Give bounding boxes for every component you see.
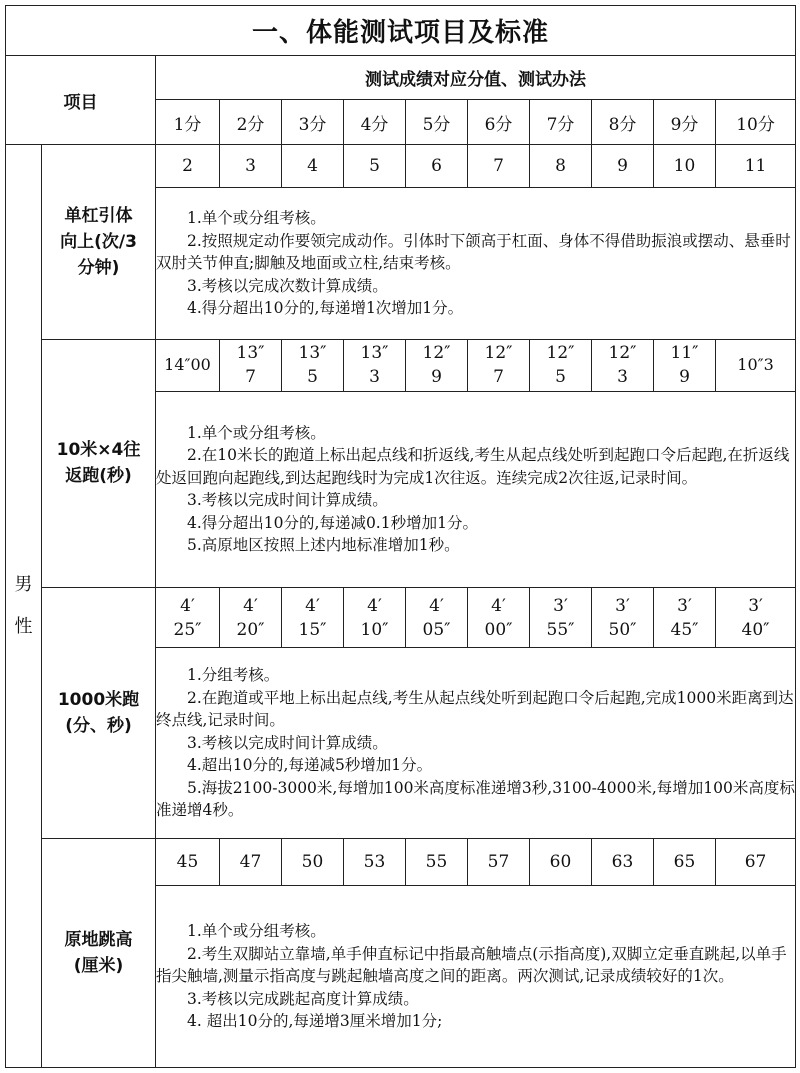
value-cell: 3′ 50″: [592, 588, 654, 648]
value-cell: 14″00: [156, 339, 220, 391]
method-line: 3.考核以完成时间计算成绩。: [187, 491, 388, 510]
value-cell: 65: [654, 838, 716, 885]
value-cell: 12″ 3: [592, 339, 654, 391]
method-line: 1.单个或分组考核。: [187, 209, 326, 228]
method-line: 3.考核以完成时间计算成绩。: [187, 733, 388, 752]
method-line: 4.得分超出10分的,每递减0.1秒增加1分。: [187, 513, 478, 532]
value-cell: 13″ 3: [344, 339, 406, 391]
value-cell: 7: [468, 145, 530, 188]
value-cell: 3: [220, 145, 282, 188]
value-cell: 11″ 9: [654, 339, 716, 391]
value-cell: 12″ 5: [530, 339, 592, 391]
value-cell: 6: [406, 145, 468, 188]
value-cell: 8: [530, 145, 592, 188]
item-name-pullup: 单杠引体 向上(次/3 分钟): [42, 145, 156, 339]
value-cell: 4′ 10″: [344, 588, 406, 648]
method-line: 3.考核以完成跳起高度计算成绩。: [187, 989, 419, 1008]
item-values-row-shuttle: [6, 339, 796, 391]
value-cell: 55: [406, 838, 468, 885]
item-values-row-1000m: [6, 588, 796, 648]
value-cell: 9: [592, 145, 654, 188]
method-line: 2.考生双脚站立靠墙,单手伸直标记中指最高触墙点(示指高度),双脚立定垂直跳起,以单手指尖触墙,测量示指高度与跳起触墙高度之间的距离。两次测试,记录成绩较好的1次。: [156, 944, 787, 986]
method-line: 2.在跑道或平地上标出起点线,考生从起点线处听到起跑口令后起跑,完成1000米距离到达终点线,记录时间。: [156, 688, 794, 730]
method-text-pullup: [156, 188, 796, 339]
method-line: 3.考核以完成次数计算成绩。: [187, 276, 388, 295]
score-header-cell: 7分: [530, 100, 592, 145]
score-header-cell: 1分: [156, 100, 220, 145]
score-header-cell: 6分: [468, 100, 530, 145]
method-line: 1.分组考核。: [187, 666, 280, 685]
value-cell: 3′ 40″: [716, 588, 796, 648]
value-cell: 12″ 7: [468, 339, 530, 391]
value-cell: 3′ 45″: [654, 588, 716, 648]
score-header-cell: 10分: [716, 100, 796, 145]
method-line: 1.单个或分组考核。: [187, 922, 326, 941]
item-name-shuttle: 10米×4往 返跑(秒): [42, 339, 156, 587]
score-header-cell: 9分: [654, 100, 716, 145]
value-cell: 4′ 00″: [468, 588, 530, 648]
method-text-1000m: [156, 648, 796, 838]
method-header: 测试成绩对应分值、测试办法: [156, 56, 796, 100]
value-cell: 5: [344, 145, 406, 188]
score-header-cell: 5分: [406, 100, 468, 145]
value-cell: 47: [220, 838, 282, 885]
value-cell: 4′ 20″: [220, 588, 282, 648]
method-line: 5.高原地区按照上述内地标准增加1秒。: [187, 536, 460, 555]
item-header: 项目: [6, 56, 156, 145]
gender-cell-male: 男 性: [6, 145, 42, 1068]
value-cell: 12″ 9: [406, 339, 468, 391]
value-cell: 10: [654, 145, 716, 188]
value-cell: 4′ 25″: [156, 588, 220, 648]
score-header-cell: 8分: [592, 100, 654, 145]
value-cell: 53: [344, 838, 406, 885]
value-cell: 57: [468, 838, 530, 885]
value-cell: 67: [716, 838, 796, 885]
value-cell: 63: [592, 838, 654, 885]
value-cell: 60: [530, 838, 592, 885]
value-cell: 13″ 5: [282, 339, 344, 391]
method-line: 4.超出10分的,每递减5秒增加1分。: [187, 756, 433, 775]
score-header-cell: 4分: [344, 100, 406, 145]
method-line: 4. 超出10分的,每递增3厘米增加1分;: [187, 1012, 443, 1031]
fitness-standards-table: [5, 5, 796, 1068]
value-cell: 2: [156, 145, 220, 188]
value-cell: 11: [716, 145, 796, 188]
value-cell: 3′ 55″: [530, 588, 592, 648]
method-line: 4.得分超出10分的,每递增1次增加1分。: [187, 299, 464, 318]
score-header-cell: 2分: [220, 100, 282, 145]
method-line: 2.按照规定动作要领完成动作。引体时下颌高于杠面、身体不得借助振浪或摆动、悬垂时双肘关节伸直;脚触及地面或立柱,结束考核。: [156, 231, 791, 273]
method-line: 2.在10米长的跑道上标出起点线和折返线,考生从起点线处听到起跑口令后起跑,在折返线处返回跑向起跑线,到达起跑线时为完成1次往返。连续完成2次往返,记录时间。: [156, 446, 790, 487]
item-name-jump: 原地跳高 (厘米): [42, 838, 156, 1067]
item-name-1000m: 1000米跑 (分、秒): [42, 588, 156, 838]
value-cell: 4′ 05″: [406, 588, 468, 648]
method-text-jump: [156, 885, 796, 1067]
value-cell: 45: [156, 838, 220, 885]
value-cell: 13″ 7: [220, 339, 282, 391]
value-cell: 4′ 15″: [282, 588, 344, 648]
item-values-row-pullup: [6, 145, 796, 188]
method-line: 5.海拔2100-3000米,每增加100米高度标准递增3秒,3100-4000米,每增加100米高度标准递增4秒。: [156, 778, 795, 820]
table-title: 一、体能测试项目及标准: [6, 6, 796, 56]
method-line: 1.单个或分组考核。: [187, 423, 326, 442]
value-cell: 4: [282, 145, 344, 188]
score-header-cell: 3分: [282, 100, 344, 145]
method-text-shuttle: [156, 391, 796, 587]
value-cell: 10″3: [716, 339, 796, 391]
value-cell: 50: [282, 838, 344, 885]
item-values-row-jump: [6, 838, 796, 885]
